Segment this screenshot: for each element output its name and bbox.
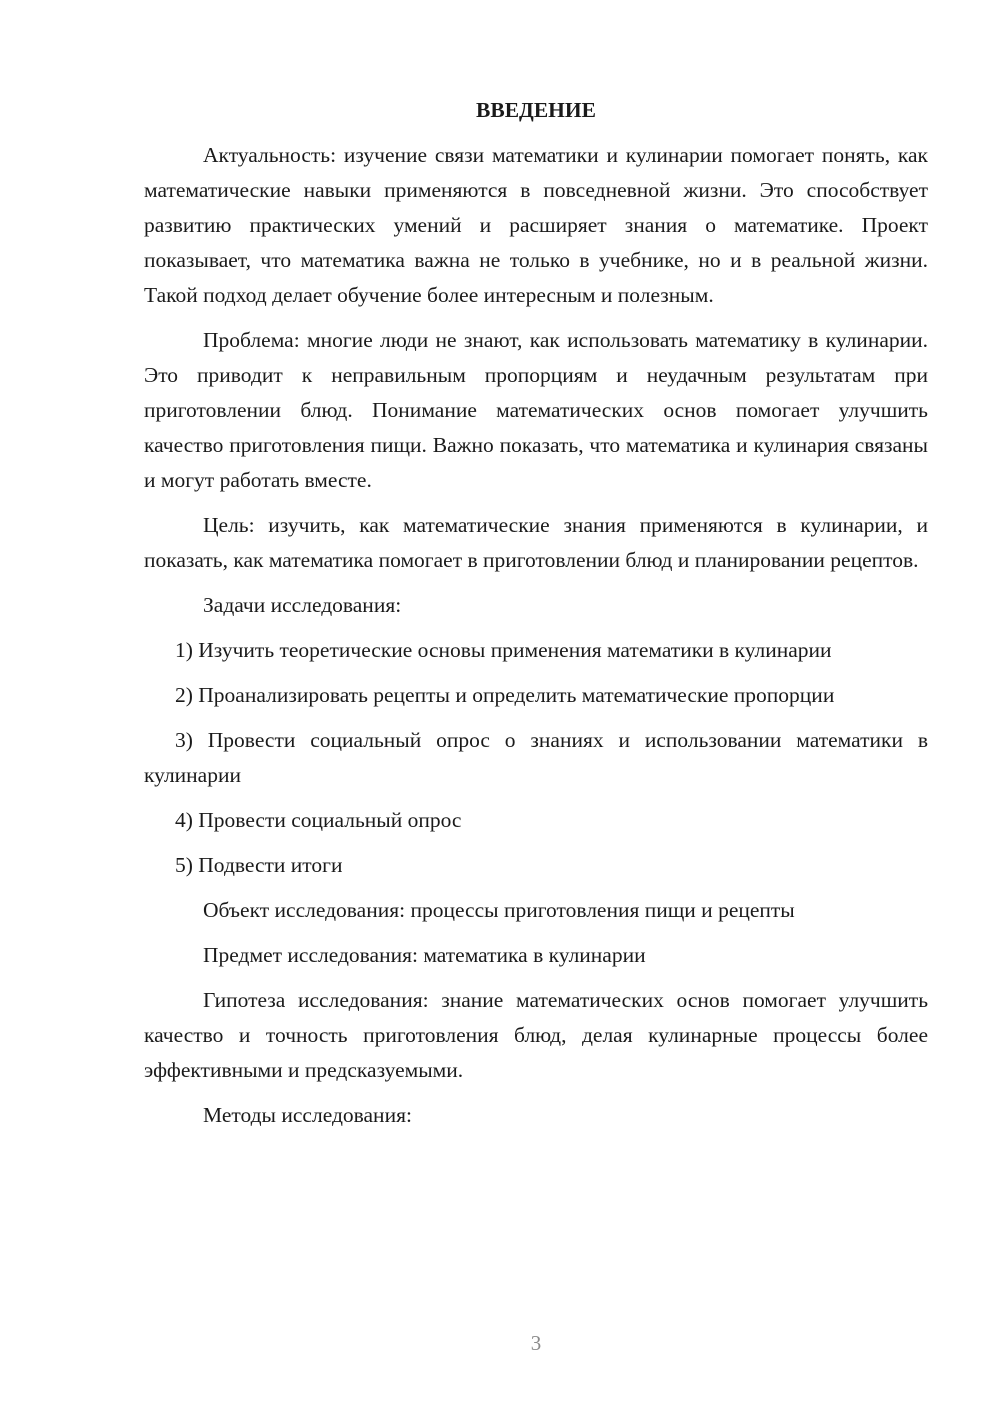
problem-paragraph: Проблема: многие люди не знают, как использовать математику в кулинарии. Это приводит к неправильным пропорциям и неудачным результатам при приготовлении блюд. Понимание математических основ помогает улучшить качество приготовления пищи. Важно показать, что математика и кулинария связаны и могут работать вместе. xyxy=(144,328,928,492)
task-item: 5) Подвести итоги xyxy=(175,853,343,877)
task-item: 4) Провести социальный опрос xyxy=(175,808,462,832)
goal-paragraph: Цель: изучить, как математические знания применяются в кулинарии, и показать, как математика помогает в приготовлении блюд и планировании рецептов. xyxy=(144,513,928,572)
task-item: 1) Изучить теоретические основы применения математики в кулинарии xyxy=(175,638,832,662)
tasks-label: Задачи исследования: xyxy=(203,593,402,617)
methods-label: Методы исследования: xyxy=(203,1103,412,1127)
relevance-paragraph: Актуальность: изучение связи математики и кулинарии помогает понять, как математические навыки применяются в повседневной жизни. Это способствует развитию практических умений и расширяет знания о математике. Проект показывает, что математика важна не только в учебнике, но и в реальной жизни. Такой подход делает обучение более интересным и полезным. xyxy=(144,143,928,307)
task-item: 3) Провести социальный опрос о знаниях и использовании математики в кулинарии xyxy=(144,728,928,787)
subject-paragraph: Предмет исследования: математика в кулинарии xyxy=(203,943,646,967)
hypothesis-paragraph: Гипотеза исследования: знание математических основ помогает улучшить качество и точность приготовления блюд, делая кулинарные процессы более эффективными и предсказуемыми. xyxy=(144,988,928,1082)
task-item: 2) Проанализировать рецепты и определить математические пропорции xyxy=(175,683,835,707)
object-paragraph: Объект исследования: процессы приготовления пищи и рецепты xyxy=(203,898,795,922)
page-number: 3 xyxy=(530,1331,542,1355)
page-content xyxy=(144,93,928,1143)
section-heading: ВВЕДЕНИЕ xyxy=(476,98,596,122)
